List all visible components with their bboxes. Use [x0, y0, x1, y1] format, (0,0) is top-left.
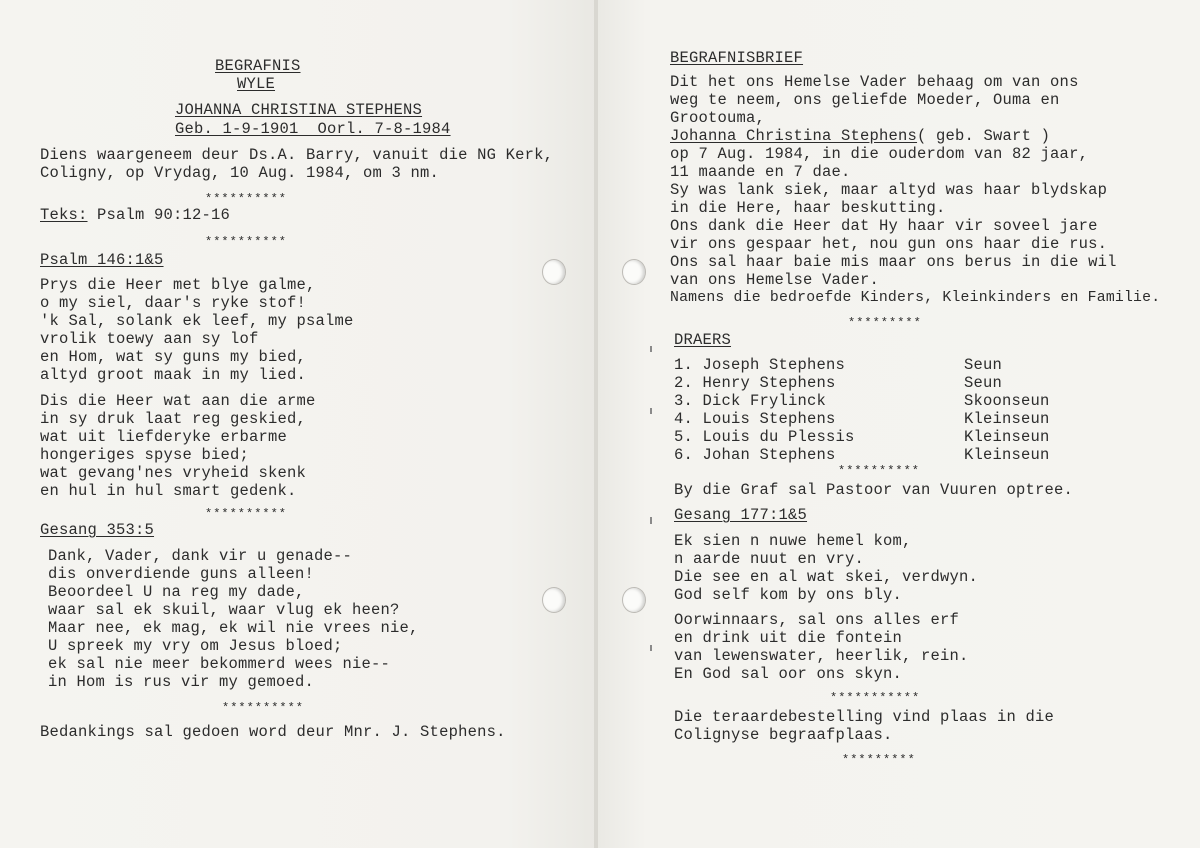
- bearer-name: 1. Joseph Stephens: [674, 356, 846, 374]
- gesang-line: Die see en al wat skei, verdwyn.: [674, 568, 979, 586]
- punch-hole: [622, 587, 646, 613]
- letter-line: Namens die bedroefde Kinders, Kleinkinders en Familie.: [670, 290, 1161, 306]
- scripture-reference: Psalm 90:12-16: [87, 206, 231, 224]
- gesang-line: waar sal ek skuil, waar vlug ek heen?: [48, 601, 400, 619]
- left-page: [0, 0, 596, 848]
- title-wyle: WYLE: [237, 75, 276, 93]
- margin-mark: [650, 408, 652, 414]
- scripture-text: [40, 206, 230, 224]
- gesang-line: Dank, Vader, dank vir u genade--: [48, 547, 353, 565]
- letter-line: vir ons gespaar het, nou gun ons haar die rus.: [670, 235, 1108, 253]
- letter-line: Dit het ons Hemelse Vader behaag om van ons: [670, 73, 1079, 91]
- psalm-line: wat gevang'nes vryheid skenk: [40, 464, 307, 482]
- service-line-1: Diens waargeneem deur Ds.A. Barry, vanuit die NG Kerk,: [40, 146, 554, 164]
- bearers-heading: DRAERS: [674, 331, 732, 349]
- separator-stars: *********: [848, 316, 922, 330]
- letter-line: weg te neem, ons geliefde Moeder, Ouma en: [670, 91, 1060, 109]
- letter-line: Sy was lank siek, maar altyd was haar blydskap: [670, 181, 1108, 199]
- separator-stars: *********: [842, 753, 916, 767]
- letter-line: Ons sal haar baie mis maar ons berus in die wil: [670, 253, 1117, 271]
- gesang-line: En God sal oor ons skyn.: [674, 665, 903, 683]
- punch-hole: [542, 259, 566, 285]
- letter-deceased-name: Johanna Christina Stephens: [670, 127, 918, 145]
- right-page: [598, 0, 1200, 848]
- gesang-line: Maar nee, ek mag, ek wil nie vrees nie,: [48, 619, 419, 637]
- letter-line: 11 maande en 7 dae.: [670, 163, 851, 181]
- psalm-line: in sy druk laat reg geskied,: [40, 410, 307, 428]
- psalm-line: hongeriges spyse bied;: [40, 446, 250, 464]
- gesang-line: Ek sien n nuwe hemel kom,: [674, 532, 912, 550]
- psalm-line: Prys die Heer met blye galme,: [40, 276, 316, 294]
- psalm-heading: Psalm 146:1&5: [40, 251, 164, 269]
- gesang-heading: Gesang 353:5: [40, 521, 155, 539]
- letter-line: Ons dank die Heer dat Hy haar vir soveel jare: [670, 217, 1098, 235]
- burial-line: Die teraardebestelling vind plaas in die: [674, 708, 1055, 726]
- gesang-line: n aarde nuut en vry.: [674, 550, 865, 568]
- burial-line: Colignyse begraafplaas.: [674, 726, 893, 744]
- letter-heading: BEGRAFNISBRIEF: [670, 49, 804, 67]
- bearer-name: 5. Louis du Plessis: [674, 428, 855, 446]
- punch-hole: [622, 259, 646, 285]
- bearer-name: 2. Henry Stephens: [674, 374, 836, 392]
- margin-mark: [650, 346, 652, 352]
- bearer-relation: Kleinseun: [964, 428, 1050, 446]
- psalm-line: altyd groot maak in my lied.: [40, 366, 307, 384]
- bearer-name: 6. Johan Stephens: [674, 446, 836, 464]
- separator-stars: **********: [222, 701, 305, 715]
- punch-hole: [542, 587, 566, 613]
- separator-stars: **********: [205, 507, 288, 521]
- gesang-line: in Hom is rus vir my gemoed.: [48, 673, 315, 691]
- gesang-line: God self kom by ons bly.: [674, 586, 903, 604]
- gesang-line: en drink uit die fontein: [674, 629, 903, 647]
- letter-line: Grootouma,: [670, 109, 766, 127]
- margin-mark: [650, 517, 652, 524]
- title-begrafnis: BEGRAFNIS: [215, 57, 301, 75]
- scripture-label: Teks:: [40, 206, 88, 224]
- letter-line: op 7 Aug. 1984, in die ouderdom van 82 jaar,: [670, 145, 1089, 163]
- bearer-name: 4. Louis Stephens: [674, 410, 836, 428]
- psalm-line: en Hom, wat sy guns my bied,: [40, 348, 307, 366]
- separator-stars: **********: [838, 464, 921, 478]
- birth-death-dates: Geb. 1-9-1901 Oorl. 7-8-1984: [175, 120, 451, 138]
- bearer-relation: Skoonseun: [964, 392, 1050, 410]
- separator-stars: **********: [205, 192, 288, 206]
- psalm-line: wat uit liefderyke erbarme: [40, 428, 288, 446]
- gesang-line: van lewenswater, heerlik, rein.: [674, 647, 969, 665]
- psalm-line: en hul in hul smart gedenk.: [40, 482, 297, 500]
- gesang-heading: Gesang 177:1&5: [674, 506, 808, 524]
- gesang-line: U spreek my vry om Jesus bloed;: [48, 637, 343, 655]
- bearer-relation: Seun: [964, 374, 1003, 392]
- bearer-name: 3. Dick Frylinck: [674, 392, 827, 410]
- bearer-relation: Kleinseun: [964, 410, 1050, 428]
- gesang-line: Beoordeel U na reg my dade,: [48, 583, 305, 601]
- deceased-name: JOHANNA CHRISTINA STEPHENS: [175, 101, 423, 119]
- letter-name-line: [670, 127, 1050, 145]
- psalm-line: vrolik toewy aan sy lof: [40, 330, 259, 348]
- service-line-2: Coligny, op Vrydag, 10 Aug. 1984, om 3 nm.: [40, 164, 440, 182]
- separator-stars: **********: [205, 235, 288, 249]
- gesang-line: dis onverdiende guns alleen!: [48, 565, 315, 583]
- margin-mark: [650, 645, 652, 651]
- letter-line: van ons Hemelse Vader.: [670, 271, 880, 289]
- bearer-relation: Seun: [964, 356, 1003, 374]
- thanks-line: Bedankings sal gedoen word deur Mnr. J. Stephens.: [40, 723, 506, 741]
- grave-line: By die Graf sal Pastoor van Vuuren optree.: [674, 481, 1074, 499]
- bearer-relation: Kleinseun: [964, 446, 1050, 464]
- gesang-line: Oorwinnaars, sal ons alles erf: [674, 611, 960, 629]
- psalm-line: Dis die Heer wat aan die arme: [40, 392, 316, 410]
- psalm-line: o my siel, daar's ryke stof!: [40, 294, 307, 312]
- letter-maiden-name: ( geb. Swart ): [917, 127, 1051, 145]
- gesang-line: ek sal nie meer bekommerd wees nie--: [48, 655, 391, 673]
- separator-stars: ***********: [830, 691, 921, 705]
- letter-line: in die Here, haar beskutting.: [670, 199, 946, 217]
- psalm-line: 'k Sal, solank ek leef, my psalme: [40, 312, 354, 330]
